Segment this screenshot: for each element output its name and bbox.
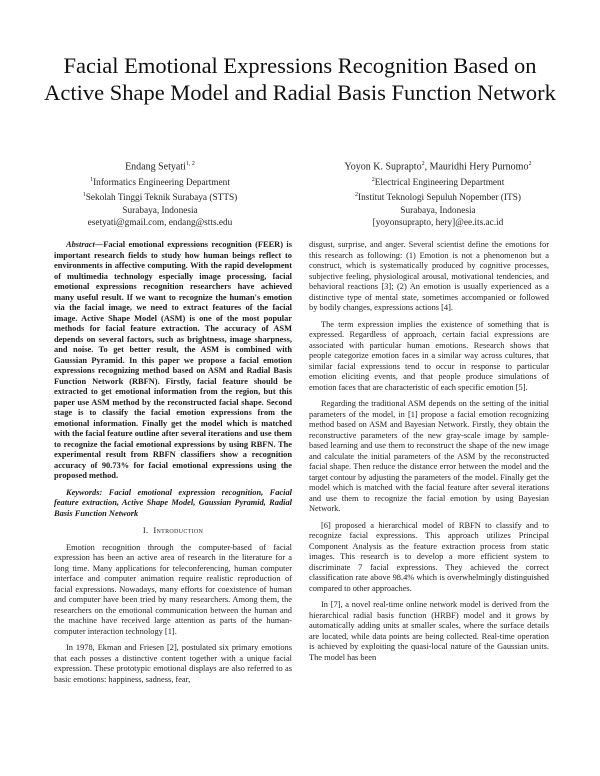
abstract: Abstract—Facial emotional expressions recognition (FEER) is important research fields to study how human beings reflect to environments in affective computing. With the rapid development of multimedia technology especially image processing, facial emotional expressions recognition researchers have achieved many useful result. If we want to recognize the human's emotion via the facial image, we need to extract features of the facial image. Active Shape Model (ASM) is one of the most popular methods for facial feature extraction. The accuracy of ASM depends on several factors, such as brightness, image sharpness, and noise. To get better result, the ASM is combined with Gaussian Pyramid. In this paper we propose a facial emotion expressions recognizing method based on ASM and Radial Basis Function Network (RBFN). Firstly, facial feature should be extracted to get emotional information from the region, but this paper use ASM method by the reconstructed facial shape. Second stage is to classify the facial emotion expressions from the emotional information. Finally get the model which is matched with the facial feature outline after several iterations and use them to recognize the facial emotional expressions by using RBFN. The experimental result from RBFN classifiers show a recognition accuracy of 90.73% for facial emotional expressions using the proposed method. xyxy=(54,240,292,480)
author-name: Yoyon K. Suprapto$^2$, Mauridhi Hery Purnomo$^2$ xyxy=(344,161,532,173)
keywords: Keywords: Facial emotional expression recognition, Facial feature extraction, Active Shape Model, Gaussian Pyramid, Radial Basis Function Network xyxy=(54,487,292,518)
author-city: Surabaya, Indonesia xyxy=(400,205,476,216)
section-heading: I. Introduction xyxy=(142,525,204,535)
body-paragraph: In 1978, Ekman and Friesen [2], postulated six primary emotions that each posses a distinctive content together with a unique facial expression. These prototypic emotional displays are also referred to as basic emotions: happiness, sadness, fear, xyxy=(54,643,292,684)
body-paragraph: In [7], a novel real-time online network model is derived from the hierarchical radial basis function (HRBF) model and it grows by automatically adding units at smaller scales, where the surface details are located, while data points are being collected. Real-time operation is achieved by exploiting the quasi-local nature of the Gaussian units. The model has been xyxy=(309,600,549,662)
author-affiliation: $^2$Institut Teknologi Sepuluh Nopember (ITS) xyxy=(355,192,521,204)
author-block-left xyxy=(60,158,260,229)
author-name: Endang Setyati$^{1, 2}$ xyxy=(125,161,195,173)
body-paragraph: Emotion recognition through the computer-based of facial expression has been an active area of research in the literature for a long time. Many applications for teleconferencing, human computer interface and computer animation require realistic reproduction of facial expressions. Nowadays, many efforts for coexistence of human and computer have been tried by many researchers. Among them, the researchers on the emotional communication between the human and the machine have received large attention as parts of the human-computer interaction technology [1]. xyxy=(54,542,292,636)
author-block-right xyxy=(318,158,558,229)
author-email: esetyati@gmail.com, endang@stts.edu xyxy=(87,217,233,228)
author-email: [yoyonsuprapto, hery]@ee.its.ac.id xyxy=(372,217,504,228)
body-paragraph: disgust, surprise, and anger. Several scientist define the emotions for this research as following: (1) Emotion is not a phenomenon but a construct, which is systematically produced by cognitive processes, subjective feeling, physiological arousal, motivational tendencies, and behavioral reactions [3]; (2) An emotion is usually experienced as a distinctive type of mental state, sometimes accompanied or followed by bodily changes, expressions actions [4]. xyxy=(309,240,549,312)
author-affiliation: $^1$Informatics Engineering Department xyxy=(90,177,230,189)
body-paragraph: Regarding the traditional ASM depends on the setting of the initial parameters of the model, in [1] propose a facial emotion recognizing method based on ASM and Bayesian Network. Firstly, they obtain the reconstructive parameters of the new gray-scale image by sample-based learning and use them to reconstruct the shape of the new image and calculate the initial parameters of the ASM by the reconstructed facial shape. Then reduce the distance error between the model and the target contour by adjusting the parameters of the model. Finally get the model which is matched with the facial feature after several iterations and use them to recognize the facial emotion by using Bayesian Network. xyxy=(309,399,549,513)
author-affiliation: $^1$Sekolah Tinggi Teknik Surabaya (STTS) xyxy=(82,192,238,204)
right-column xyxy=(309,240,549,669)
body-paragraph: The term expression implies the existence of something that is expressed. Regardless of approach, certain facial expressions are associated with particular human emotions. Research shows that people categorize emotion faces in a similar way across cultures, that similar facial expressions tend to occur in response to particular emotion eliciting events, and that people produce simulations of emotion faces that are characteristic of each specific emotion [5]. xyxy=(309,319,549,392)
paper-title: Facial Emotional Expressions Recognition Based on Active Shape Model and Radial Basis Function Network xyxy=(44,53,556,105)
author-city: Surabaya, Indonesia xyxy=(122,205,198,216)
left-column xyxy=(54,240,292,691)
author-affiliation: $^2$Electrical Engineering Department xyxy=(371,177,505,189)
body-paragraph: [6] proposed a hierarchical model of RBFN to classify and to recognize facial expressions. This approach utilizes Principal Component Analysis as the feature extraction process from static images. This research is to develop a more efficient system to discriminate 7 facial expressions. They achieved the correct classification rate above 98.4% which is overwhelmingly distinguished compared to other approaches. xyxy=(309,520,549,593)
